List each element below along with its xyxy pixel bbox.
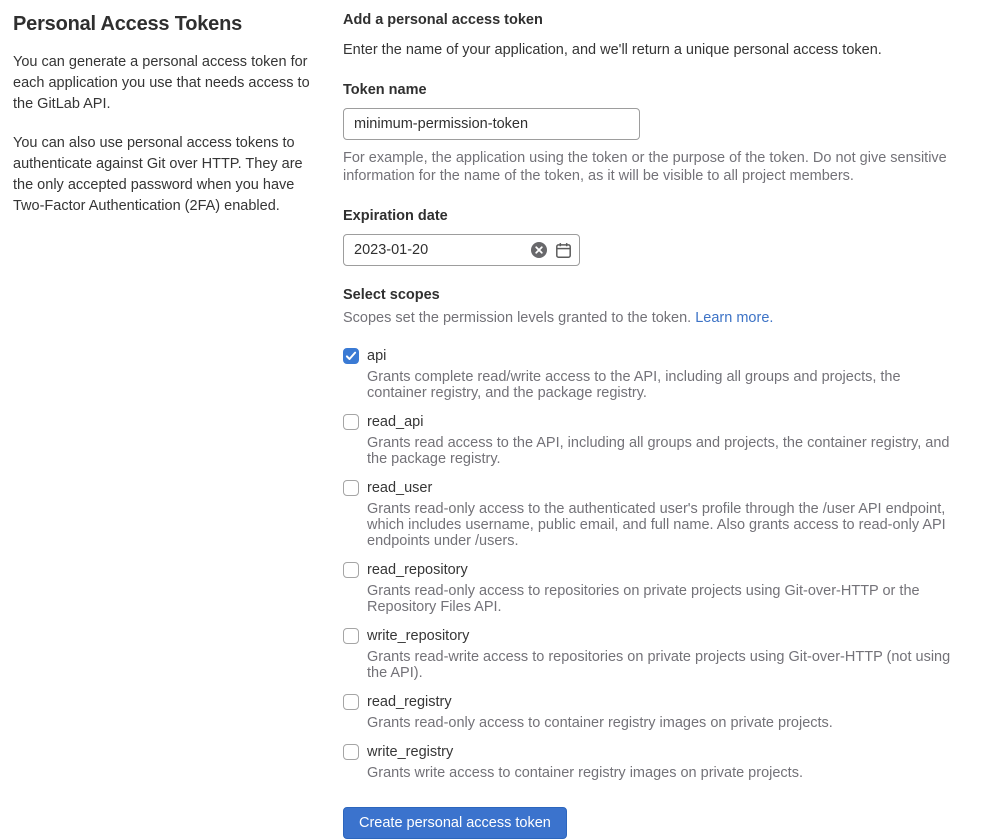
scope-label-api[interactable]: api: [367, 348, 387, 364]
scope-checkbox-read_api[interactable]: [343, 414, 359, 430]
scope-description-read_repository: Grants read-only access to repositories on private projects using Git-over-HTTP or the Repository Files API.: [367, 583, 920, 615]
scope-label-write_registry[interactable]: write_registry: [367, 744, 454, 760]
scope-label-read_repository[interactable]: read_repository: [367, 562, 468, 578]
token-name-help: For example, the application using the token or the purpose of the token. Do not give sensitive information for the name of the token, as it will be visible to all project members.: [343, 150, 947, 184]
clear-icon[interactable]: [530, 241, 548, 259]
scope-checkbox-write_repository[interactable]: [343, 628, 359, 644]
scope-item-read_repository: [343, 560, 962, 615]
intro-paragraph-2: You can also use personal access tokens to authenticate against Git over HTTP. They are the only accepted password when you have Two-Factor Authentication (2FA) enabled.: [13, 135, 303, 214]
token-form: [343, 0, 986, 839]
scope-item-read_registry: [343, 692, 962, 731]
scope-checkbox-write_registry[interactable]: [343, 744, 359, 760]
form-subheading: Enter the name of your application, and we'll return a unique personal access token.: [343, 42, 882, 58]
page-title: Personal Access Tokens: [13, 13, 243, 35]
learn-more-link[interactable]: Learn more.: [695, 310, 774, 326]
scope-checkbox-api[interactable]: [343, 348, 359, 364]
scope-item-api: [343, 346, 962, 401]
scope-description-write_repository: Grants read-write access to repositories on private projects using Git-over-HTTP (not using the API).: [367, 649, 951, 681]
scope-label-read_user[interactable]: read_user: [367, 480, 433, 496]
create-token-button[interactable]: Create personal access token: [343, 807, 567, 839]
scope-checkbox-read_user[interactable]: [343, 480, 359, 496]
scope-description-read_user: Grants read-only access to the authenticated user's profile through the /user API endpoint, which includes username, public email, and full name. Also grants access to read-only API endpoints under /users.: [367, 501, 946, 549]
scope-checkbox-read_registry[interactable]: [343, 694, 359, 710]
expiration-date-field: [343, 234, 580, 266]
token-name-label: Token name: [343, 82, 427, 98]
scope-item-read_api: [343, 412, 962, 467]
scope-description-read_registry: Grants read-only access to container registry images on private projects.: [367, 715, 833, 731]
calendar-icon[interactable]: [555, 242, 572, 259]
select-scopes-label: Select scopes: [343, 287, 440, 303]
scope-item-read_user: [343, 478, 962, 549]
description-column: [0, 0, 343, 839]
expiration-date-label: Expiration date: [343, 208, 448, 224]
date-field-icons: [530, 234, 572, 266]
scope-label-write_repository[interactable]: write_repository: [367, 628, 470, 644]
form-heading: Add a personal access token: [343, 12, 543, 28]
scope-description-read_api: Grants read access to the API, including all groups and projects, the container registry, and the package registry.: [367, 435, 950, 467]
scope-checkbox-read_repository[interactable]: [343, 562, 359, 578]
token-name-input[interactable]: [343, 108, 640, 140]
scope-description-write_registry: Grants write access to container registry images on private projects.: [367, 765, 803, 781]
scope-label-read_api[interactable]: read_api: [367, 414, 424, 430]
scope-label-read_registry[interactable]: read_registry: [367, 694, 452, 710]
scopes-help-text: Scopes set the permission levels granted to the token.: [343, 310, 692, 326]
scope-description-api: Grants complete read/write access to the API, including all groups and projects, the container registry, and the package registry.: [367, 369, 901, 401]
select-scopes-help: [343, 310, 962, 326]
scope-item-write_registry: [343, 742, 962, 781]
scopes-list: [343, 346, 962, 781]
intro-paragraph-1: You can generate a personal access token for each application you use that needs access to the GitLab API.: [13, 54, 310, 112]
scope-item-write_repository: [343, 626, 962, 681]
